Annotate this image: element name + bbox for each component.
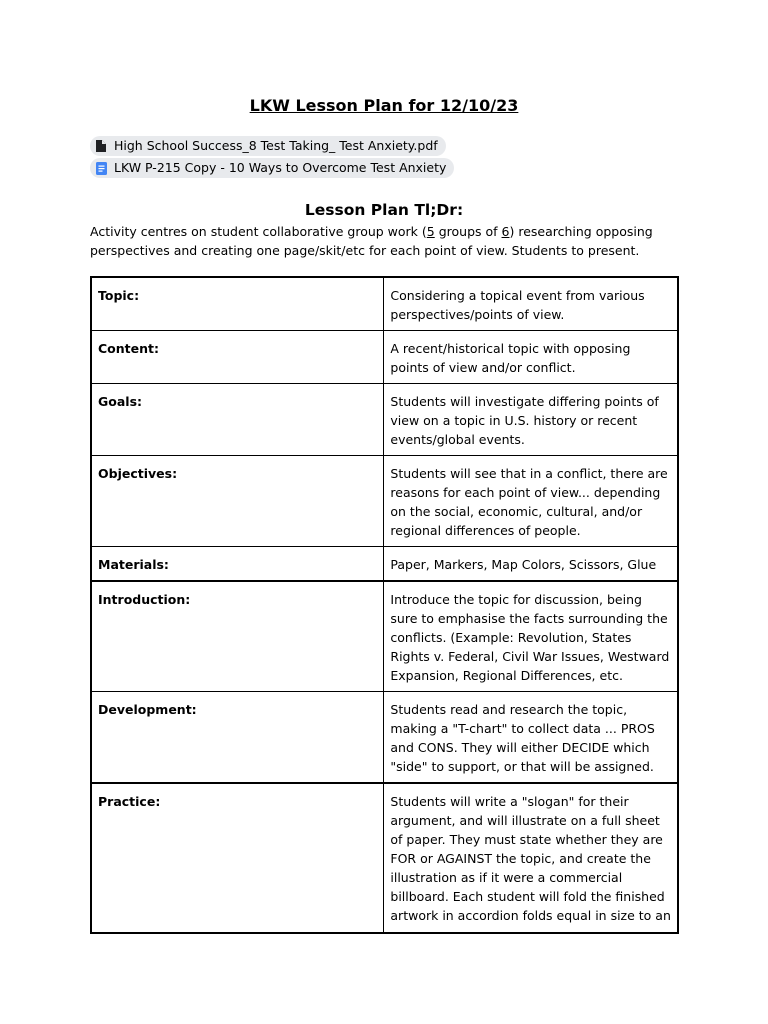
table-row [91, 331, 678, 384]
attachment-chip-doc[interactable] [90, 158, 454, 178]
group-size: 6 [501, 224, 510, 239]
row-value: Introduce the topic for discussion, being sure to emphasise the facts surrounding the conflicts. (Example: Revolution, States Rights v. Federal, Civil War Issues, Westward Expansion, Regional Differences, etc. [384, 581, 678, 692]
table-row [91, 581, 678, 692]
row-value: Students will investigate differing points of view on a topic in U.S. history or recent events/global events. [384, 384, 678, 456]
row-value: A recent/historical topic with opposing points of view and/or conflict. [384, 331, 678, 384]
attachment-label: High School Success_8 Test Taking_ Test Anxiety.pdf [114, 138, 438, 153]
file-icon [94, 139, 108, 153]
table-row [91, 783, 678, 933]
group-count: 5 [426, 224, 435, 239]
attachment-label: LKW P-215 Copy - 10 Ways to Overcome Test Anxiety [114, 160, 447, 175]
row-label: Topic: [91, 277, 384, 331]
table-row [91, 692, 678, 784]
row-label: Introduction: [91, 581, 384, 692]
row-label: Content: [91, 331, 384, 384]
attachment-chip-pdf[interactable] [90, 136, 446, 156]
row-label: Objectives: [91, 456, 384, 547]
lesson-plan-table [90, 276, 679, 934]
section-heading: Lesson Plan Tl;Dr: [304, 201, 464, 219]
row-value-text: Students will write a "slogan" for their argument, and will illustrate on a full sheet of paper. They must state whether they are FOR or AGAINST the topic, and create the illustration as if it were a commercial billboard. Each student will fold the finished artwork in accordion folds equal in size to an [390, 794, 671, 923]
table-row [91, 456, 678, 547]
row-value: Considering a topical event from various perspectives/points of view. [384, 277, 678, 331]
page-title: LKW Lesson Plan for 12/10/23 [249, 96, 519, 115]
table-row [91, 384, 678, 456]
row-label: Materials: [91, 547, 384, 582]
google-doc-icon [94, 161, 108, 175]
row-value: Students read and research the topic, making a "T-chart" to collect data ... PROS and CONS. They will either DECIDE which "side" to support, or that will be assigned. [384, 692, 678, 784]
table-row [91, 547, 678, 582]
row-value: Students will see that in a conflict, there are reasons for each point of view... depending on the social, economic, cultural, and/or regional differences of people. [384, 456, 678, 547]
row-value: Paper, Markers, Map Colors, Scissors, Glue [384, 547, 678, 582]
intro-paragraph: Activity centres on student collaborative group work (5 groups of 6) researching opposing perspectives and creating one page/skit/etc for each point of view. Students to present. [90, 224, 653, 258]
table-row [91, 277, 678, 331]
row-label: Goals: [91, 384, 384, 456]
row-label: Practice: [91, 783, 384, 933]
row-label: Development: [91, 692, 384, 784]
row-value [384, 783, 678, 933]
